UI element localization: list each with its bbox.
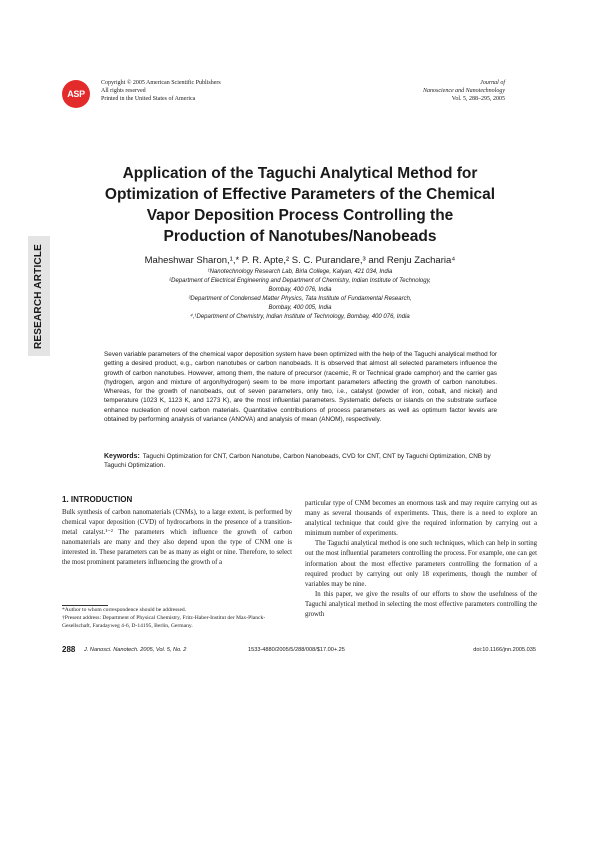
keywords-label: Keywords:: [104, 453, 140, 460]
title-line: Application of the Taguchi Analytical Method for: [122, 165, 478, 182]
keywords-text: Taguchi Optimization for CNT, Carbon Nanotube, Carbon Nanobeads, CVD for CNT, CNT by Taguchi Optimization, CNB by Taguchi Optimization.: [104, 453, 491, 470]
footnote-divider: [62, 605, 108, 606]
column-left: [62, 508, 292, 569]
footnote: *Author to whom correspondence should be addressed.: [62, 607, 187, 613]
title-line: Optimization of Effective Parameters of the Chemical: [104, 186, 496, 203]
journal-name-line1: Journal of: [480, 80, 505, 86]
section-heading: 1. INTRODUCTION: [62, 495, 133, 504]
body-paragraph: The Taguchi analytical method is one such techniques, which can help in sorting out the most influential parameters controlling the process. For example, one can get information about the most effective parameters controlling the formation of a required product by carrying out only 18 experiments, though the number of variables may be nine.: [305, 540, 537, 588]
affiliation: ⁴,¹Department of Chemistry, Indian Institute of Technology, Bombay, 400 076, India: [190, 314, 410, 320]
body-paragraph: particular type of CNM becomes an enormous task and may require carrying out as many as several thousands of experiments. Thus, there is a need to explore an analytical technique that could give the required information by carrying out a minimum number of experiments.: [305, 500, 537, 538]
journal-name-line2: Nanoscience and Nanotechnology: [423, 88, 505, 94]
publisher-logo: [62, 80, 90, 108]
affiliation: Bombay, 400 005, India: [268, 305, 332, 311]
rights-line: All rights reserved: [101, 88, 146, 94]
doi: doi:10.1166/jnn.2005.035: [473, 647, 536, 653]
issn: 1533-4880/2005/5/288/008/$17.00+.25: [248, 647, 345, 653]
journal-info: [423, 79, 505, 103]
column-right: [305, 499, 537, 620]
research-article-tab: [28, 236, 50, 356]
footnotes: [62, 607, 292, 630]
page-number: 288: [62, 645, 76, 654]
affiliation: Bombay, 400 076, India: [268, 287, 332, 293]
paper-title: [90, 163, 510, 247]
printed-line: Printed in the United States of America: [101, 96, 196, 102]
affiliation: ²Department of Electrical Engineering and Department of Chemistry, Indian Institute of Technology,: [169, 278, 431, 284]
title-line: Vapor Deposition Process Controlling the: [146, 207, 454, 224]
affiliation: ³Department of Condensed Matter Physics, Tata Institute of Fundamental Research,: [188, 296, 412, 302]
author-list: Maheshwar Sharon,¹,* P. R. Apte,² S. C. Purandare,³ and Renju Zacharia⁴: [144, 255, 456, 266]
footnote: †Present address: Department of Physical Chemistry, Fritz-Haber-Institut der Max-Planck-Gesellschaft, Faradayweg 4-6, D-14195, Berlin, Germany.: [62, 614, 266, 629]
title-line: Production of Nanotubes/Nanobeads: [163, 228, 437, 245]
journal-volume: Vol. 5, 288–295, 2005: [451, 96, 505, 102]
side-tab-label: RESEARCH ARTICLE: [33, 243, 45, 349]
affiliations: [100, 268, 500, 322]
abstract: Seven variable parameters of the chemical vapor deposition system have been optimized with the help of the Taguchi analytical method for getting a desired product, e.g., carbon nanotubes or carbon nanobeads. It is observed that almost all selected parameters influence the growth of carbon nanotubes. However, among them, the nature of precursor (racemic, R or Technical grade camphor) and the carrier gas (hydrogen, argon and mixture of argon/hydrogen) seem to be more important parameters affecting the growth of carbon nanotubes. Whereas, for the growth of nanobeads, out of seven parameters, only two, i.e., catalyst (powder of iron, cobalt, and nickel) and temperature (1023 K, 1123 K, and 1273 K), are the most influential parameters. Systematic defects or islands on the substrate surface enhance nucleation of novel carbon materials. Quantitative contributions of process parameters as well as optimum factor levels are obtained by performing analysis of variance (ANOVA) and analysis of mean (ANOM), respectively.: [104, 351, 497, 424]
body-paragraph: Bulk synthesis of carbon nanomaterials (CNMs), to a large extent, is performed by chemical vapor deposition (CVD) of hydrocarbons in the presence of a transition-metal catalyst.¹⁻² The parameters which influence the growth of carbon nanomaterials are many and they also depend upon the type of CNM one is interested in. These parameters can be as many as eight or nine. Therefore, to select the most prominent parameters influencing the growth of a: [62, 509, 292, 567]
copyright-block: [101, 79, 221, 103]
body-paragraph: In this paper, we give the results of our efforts to show the usefulness of the Taguchi analytical method in selecting the most effective parameters controlling the growth: [305, 590, 537, 619]
journal-reference: J. Nanosci. Nanotech. 2005, Vol. 5, No. 2: [84, 647, 187, 653]
affiliation: ¹Nanotechnology Research Lab, Birla College, Kalyan, 421 034, India: [207, 269, 393, 275]
copyright-line: Copyright © 2005 American Scientific Publishers: [101, 80, 221, 86]
logo-text: ASP: [67, 89, 85, 99]
keywords: [104, 452, 497, 471]
